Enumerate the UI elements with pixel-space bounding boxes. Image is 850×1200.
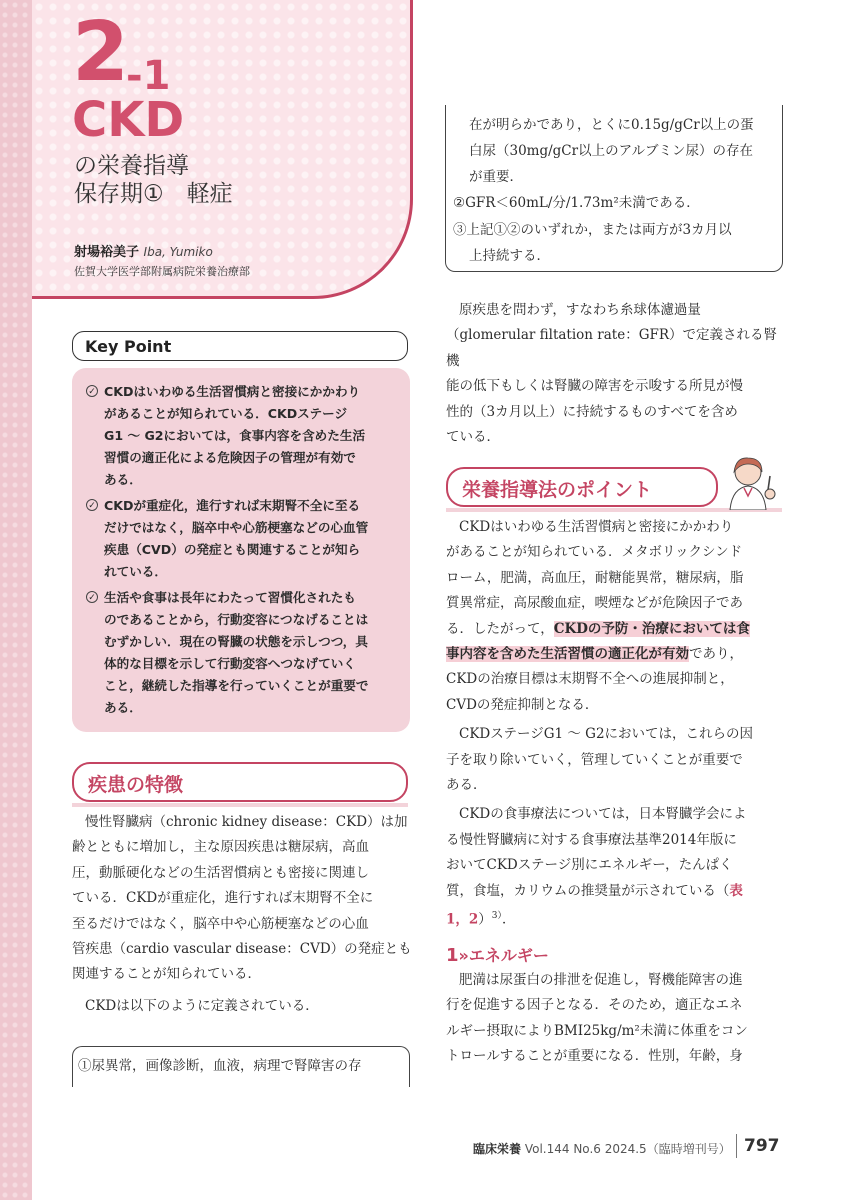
definition-item-3-cont: 上持続する． <box>469 248 550 264</box>
table-reference[interactable]: 表 <box>729 882 743 899</box>
page-footer <box>473 1140 731 1157</box>
subheading-energy: 1»エネルギー <box>446 945 549 966</box>
dietitian-avatar-icon <box>718 454 782 510</box>
definition-item-1-start: ①尿異常，画像診断，血液，病理で腎障害の存 <box>78 1058 362 1074</box>
chapter-number: 2 <box>72 5 130 100</box>
chapter-subtitle-line1: の栄養指導 <box>74 153 189 179</box>
check-icon: ✓ <box>86 385 98 397</box>
key-point-item: ✓ CKDが重症化，進行すれば末期腎不全に至る だけではなく，脳卒中や心筋梗塞などの心血管 疾患（CVD）の発症とも関連することが知ら れている． <box>86 495 406 583</box>
section-underline <box>72 803 408 807</box>
section1-paragraph: 慢性腎臓病（chronic kidney disease：CKD）は加 齢とともに増加し，主な原因疾患は糖尿病，高血 圧，動脈硬化などの生活習慣病とも密接に関連し ている．CKDが重症化，進行すれば末期腎不全に 至るだけではなく，脳卒中や心筋梗塞などの心血 管疾患（cardio vascular disease：CVD）の発症とも 関連することが知られている． CKDは以下のように定義されている． <box>72 814 412 1014</box>
chapter-subtitle-line2: 保存期① 軽症 <box>74 181 233 207</box>
key-point-item: ✓ 生活や食事は長年にわたって習慣化されたも のであることから，行動変容につなげることは むずかしい．現在の腎臓の状態を示しつつ，具 体的な目標を示して行動変容へつなげていく こと，継続した指導を行っていくことが重要で ある． <box>86 587 406 719</box>
key-point-label <box>72 331 408 361</box>
definition-cont-line: が重要． <box>469 169 523 185</box>
definition-item-2: ②GFR＜60mL/分/1.73m²未満である． <box>453 195 700 211</box>
check-icon: ✓ <box>86 499 98 511</box>
author-name: 射場裕美子 <box>74 245 140 260</box>
author <box>74 241 213 260</box>
journal-info: Vol.144 No.6 2024.5（臨時増刊号） <box>524 1142 731 1156</box>
table-reference[interactable]: 1，2 <box>446 911 479 928</box>
energy-paragraph: 肥満は尿蛋白の排泄を促進し，腎機能障害の進 行を促進する因子となる．そのため，適正なエネ ルギー摂取によりBMI25kg/m²未満に体重をコン トロールすることが重要になる．性別，年齢，身 <box>446 972 748 1065</box>
highlight-text: 事内容を含めた生活習慣の適正化が有効 <box>446 646 689 663</box>
key-point-item: ✓ CKDはいわゆる生活習慣病と密接にかかわり があることが知られている．CKDステージ G1 ～ G2においては，食事内容を含めた生活 習慣の適正化による危険因子の管理が有効で ある． <box>86 381 406 491</box>
citation: 3） <box>491 911 503 922</box>
definition-item-3: ③上記①②のいずれか，または両方が3カ月以 <box>453 222 732 238</box>
key-point-title: Key Point <box>85 337 172 356</box>
section-heading-disease: 疾患の特徴 <box>72 762 408 802</box>
definition-cont-line: 白尿（30mg/gCr以上のアルブミン尿）の存在 <box>469 143 754 159</box>
journal-name: 臨床栄養 <box>473 1142 522 1156</box>
right-paragraph-1: 原疾患を問わず，すなわち糸球体濾過量 （glomerular filtation rate：GFR）で定義される腎機 能の低下もしくは腎臓の障害を示唆する所見が慢 性的（3カ月以上）に持続するものすべてを含め ている． <box>446 302 778 446</box>
author-romaji: Iba, Yumiko <box>143 245 213 259</box>
check-icon: ✓ <box>86 591 98 603</box>
footer-divider <box>736 1134 737 1158</box>
chapter-title: CKD <box>72 92 185 148</box>
left-decorative-strip <box>0 0 32 1200</box>
author-affiliation: 佐賀大学医学部附属病院栄養治療部 <box>74 265 250 278</box>
section-heading-guidance: 栄養指導法のポイント <box>446 467 718 507</box>
page-number: 797 <box>744 1136 780 1156</box>
definition-cont-line: 在が明らかであり，とくに0.15g/gCr以上の蛋 <box>469 117 754 133</box>
section2-paragraphs: CKDはいわゆる生活習慣病と密接にかかわり があることが知られている．メタボリックシンド ローム，肥満，高血圧，耐糖能異常，糖尿病，脂 質異常症，高尿酸血症，喫煙などが危険因子であ る．したがって，CKDの予防・治療においては食 事内容を含めた生活習慣の適正化が有効であり， CKDの治療目標は末期腎不全への進展抑制と， CVDの発症抑制となる． CKDステージG1 ～ G2においては，これらの因 子を取り除いていく，管理していくことが重要で ある． CKDの食事療法については，日本腎臓学会によ る慢性腎臓病に対する食事療法基準2014年版に おいてCKDステージ別にエネルギー，たんぱく 質，食塩，カリウムの推奨量が示されている（表 1，2）$^{3)}$． <box>446 519 754 928</box>
highlight-text: CKDの予防・治療においては食 <box>553 620 750 637</box>
chapter-subnumber: -1 <box>126 53 171 99</box>
